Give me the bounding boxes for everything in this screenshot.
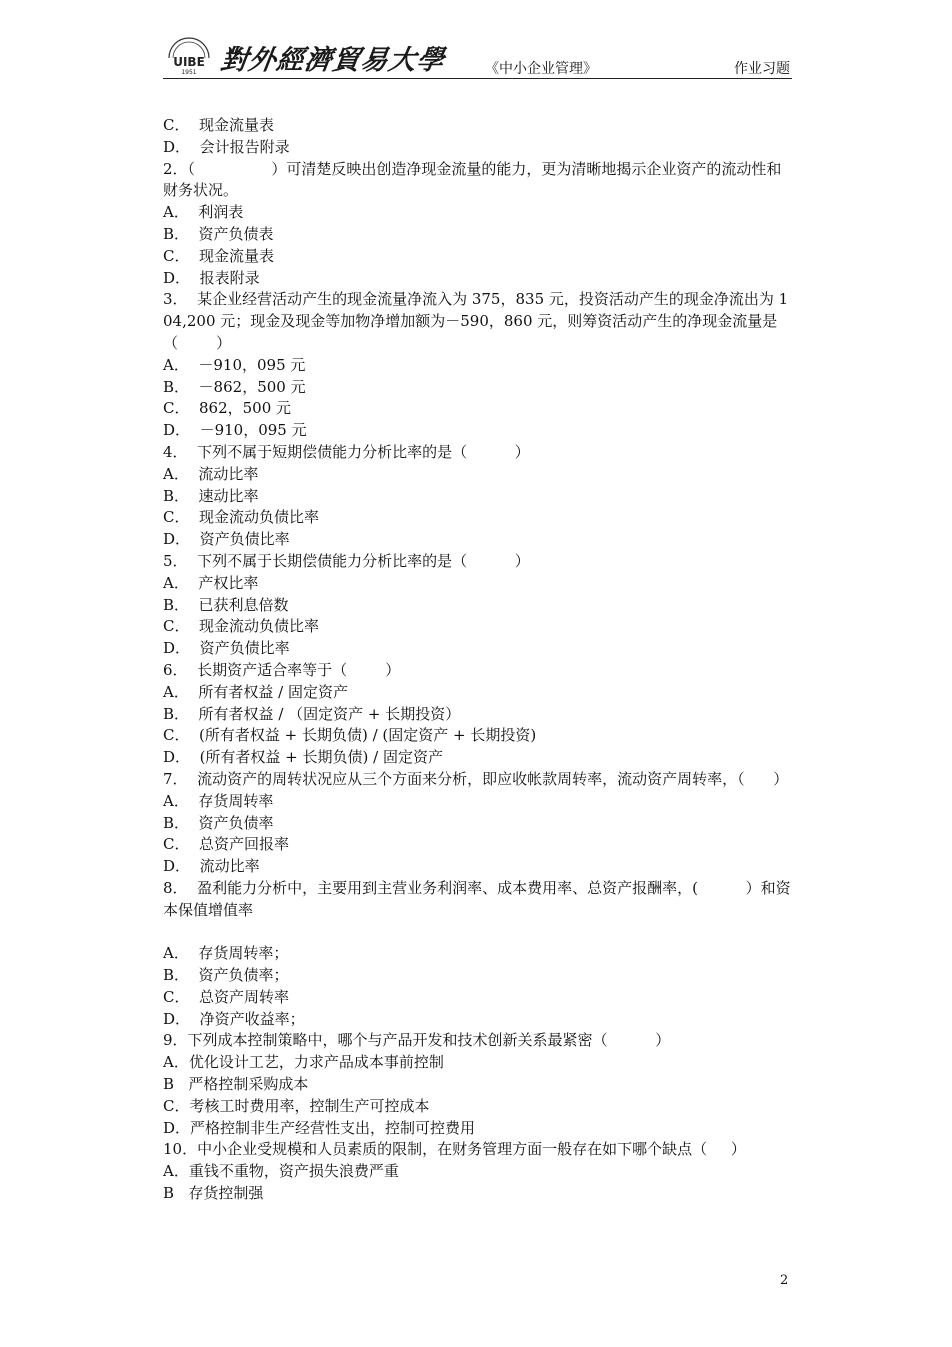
university-logo-icon <box>163 36 215 76</box>
text-line: 3． 某企业经营活动产生的现金流量净流入为 375，835 元，投资活动产生的现金净流出为 104,200 元；现金及现金等加物净增加额为－590，860 元，则筹资活动产生的净现金流量是（ ） <box>163 290 789 352</box>
text-line: D． 资产负债比率 <box>163 530 290 549</box>
university-name: 對外經濟貿易大學 <box>218 45 447 76</box>
text-line: A． 所有者权益 / 固定资产 <box>163 682 348 701</box>
course-title: 《中小企业管理》 <box>485 61 597 77</box>
text-line: A． 产权比率 <box>163 573 259 592</box>
text-line: A． 存货周转率； <box>163 944 289 963</box>
text-line: B． 资产负债率； <box>163 966 289 985</box>
text-line: D． 净资产收益率； <box>163 1009 305 1028</box>
text-line: 8． 盈利能力分析中，主要用到主营业务利润率、成本费用率、总资产报酬率，( ）和资本保值增值率 <box>163 878 791 919</box>
text-line: D． －910，095 元 <box>163 421 307 440</box>
text-line: C． 现金流动负债比率 <box>163 508 320 527</box>
text-line: D． 会计报告附录 <box>163 137 290 156</box>
text-line: 9．下列成本控制策略中，哪个与产品开发和技术创新关系最紧密（ ） <box>163 1031 671 1050</box>
text-line: C． 总资产周转率 <box>163 987 290 1006</box>
text-line: B 严格控制采购成本 <box>163 1075 309 1094</box>
text-line <box>163 921 792 943</box>
text-line: A． －910，095 元 <box>163 355 306 374</box>
text-line: D． (所有者权益 + 长期负债) / 固定资产 <box>163 748 443 767</box>
page-header <box>163 36 792 79</box>
text-line: B． 资产负债率 <box>163 813 274 832</box>
text-line: B 存货控制强 <box>163 1184 264 1203</box>
text-line: A． 流动比率 <box>163 464 259 483</box>
text-line: 5． 下列不属于长期偿债能力分析比率的是（ ） <box>163 551 530 570</box>
text-line: B． 已获利息倍数 <box>163 595 289 614</box>
text-line: C． (所有者权益 + 长期负债) / (固定资产 + 长期投资) <box>163 726 537 745</box>
text-line: A．重钱不重物，资产损失浪费严重 <box>163 1162 399 1181</box>
text-line: 2．（ ）可清楚反映出创造净现金流量的能力，更为清晰地揭示企业资产的流动性和财务状况。 <box>163 159 782 200</box>
text-line: B． －862，500 元 <box>163 377 306 396</box>
text-line: B． 所有者权益 / （固定资产 + 长期投资） <box>163 704 461 723</box>
document-type: 作业习题 <box>734 61 790 77</box>
text-line: C．考核工时费用率，控制生产可控成本 <box>163 1096 430 1115</box>
text-line: A．优化设计工艺，力求产品成本事前控制 <box>163 1053 444 1072</box>
text-line: A． 利润表 <box>163 203 244 222</box>
text-line: C． 现金流量表 <box>163 116 275 134</box>
logo-text: UIBE <box>173 55 205 69</box>
text-line: 4． 下列不属于短期偿债能力分析比率的是（ ） <box>163 442 530 461</box>
text-line: D． 流动比率 <box>163 857 260 876</box>
text-line: D． 资产负债比率 <box>163 639 290 658</box>
text-line: C． 862，500 元 <box>163 399 292 418</box>
text-line: B． 速动比率 <box>163 486 259 505</box>
page-number: 2 <box>780 1273 789 1288</box>
text-line: B． 资产负债表 <box>163 224 274 243</box>
question-list <box>163 115 792 1205</box>
text-line: D．严格控制非生产经营性支出，控制可控费用 <box>163 1118 476 1137</box>
text-line: C． 总资产回报率 <box>163 835 290 854</box>
text-line: C． 现金流动负债比率 <box>163 617 320 636</box>
text-line: C． 现金流量表 <box>163 246 275 265</box>
text-line: 10．中小企业受规模和人员素质的限制，在财务管理方面一般存在如下哪个缺点（ ） <box>163 1140 746 1159</box>
text-line: A． 存货周转率 <box>163 791 274 810</box>
text-line: 6． 长期资产适合率等于（ ） <box>163 660 401 679</box>
text-line: 7． 流动资产的周转状况应从三个方面来分析，即应收帐款周转率，流动资产周转率，（ ） <box>163 769 789 788</box>
text-line: D． 报表附录 <box>163 268 260 287</box>
logo-year: 1951 <box>181 69 197 76</box>
